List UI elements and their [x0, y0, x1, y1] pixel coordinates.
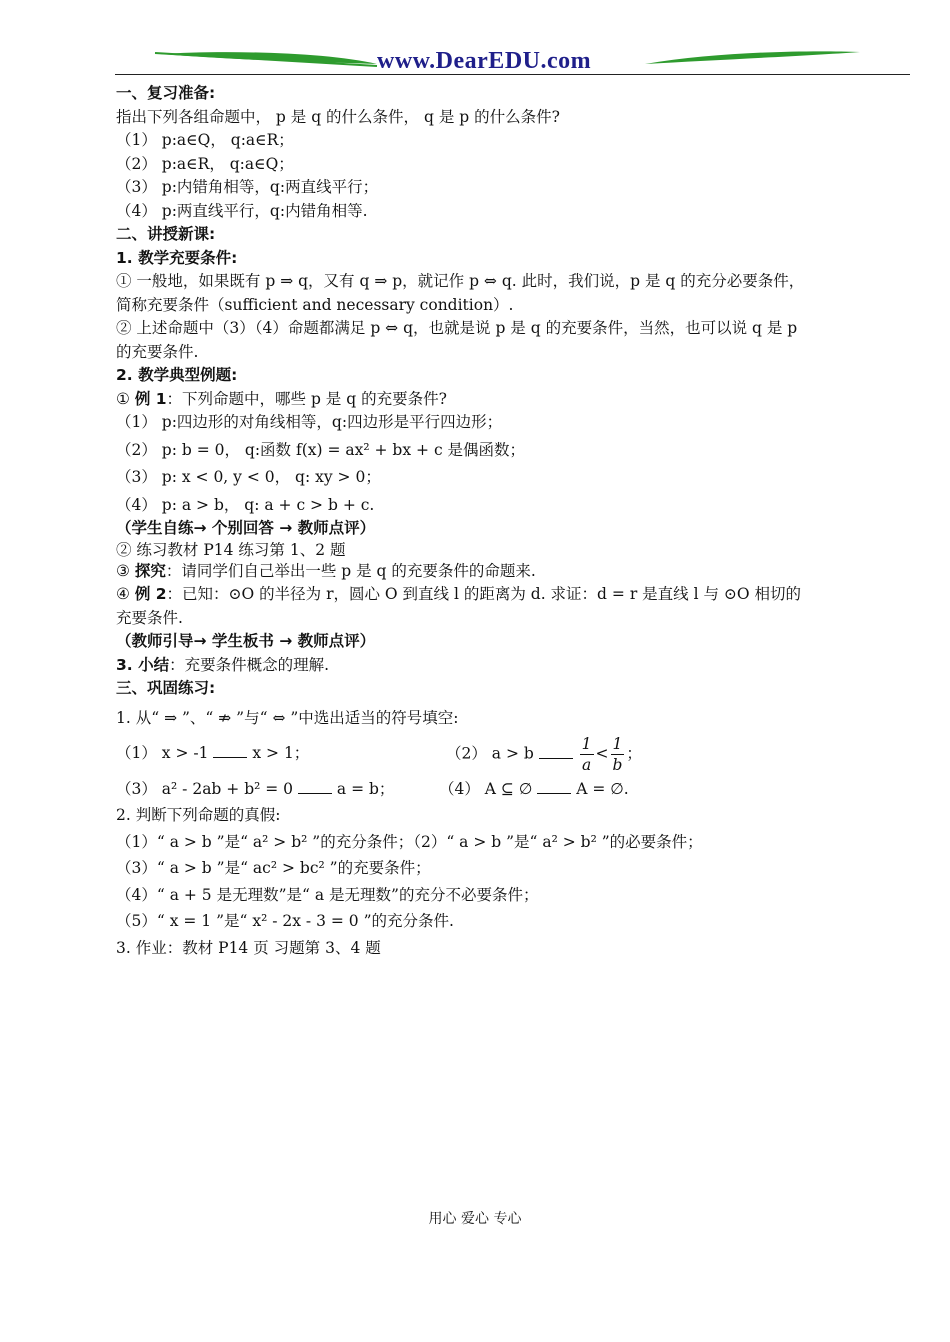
- flow-note-1: （学生自练→ 个别回答 → 教师点评）: [116, 519, 376, 537]
- definition-paragraph-2: ② 上述命题中（3）（4）命题都满足 p ⇔ q，也就是说 p 是 q 的充要条件，当然，也可以说 q 是 p: [116, 319, 798, 337]
- example-item: （2） p: b = 0， q:函数 f(x) = ax² + bx + c 是偶函数；: [116, 440, 526, 459]
- exercise-1-item-2: （2） a > b $\frac{1}{a}$ < $\frac{1}{b}$ ；: [446, 735, 642, 774]
- fraction: $\frac{1}{a}$: [581, 735, 592, 774]
- section-3-title: 三、巩固练习:: [116, 679, 216, 697]
- exercise-1-item-4: （4） A ⊆ ∅ A = ∅.: [439, 780, 629, 798]
- explore-text: ：请同学们自己举出一些 p 是 q 的充要条件的命题来.: [165, 561, 536, 580]
- fraction: $\frac{1}{b}$: [612, 735, 623, 774]
- ex1-label: 例 1: [134, 389, 167, 408]
- explore-prefix: ③: [116, 561, 135, 580]
- ex2-label: 例 2: [134, 585, 167, 603]
- review-item: （2） p:a∈R， q:a∈Q；: [116, 154, 294, 173]
- exercise-2-item: （5）“ x = 1 ”是“ x² - 2x - 3 = 0 ”的充分条件.: [116, 912, 454, 930]
- section-2-title: 二、讲授新课:: [116, 225, 216, 243]
- fill-blank[interactable]: [537, 779, 571, 794]
- definition-paragraph-1b: 简称充要条件（sufficient and necessary condition）.: [116, 295, 514, 314]
- homework-line: 3. 作业：教材 P14 页 习题第 3、4 题: [116, 938, 381, 957]
- fill-blank[interactable]: [539, 744, 573, 759]
- explore-line: [116, 560, 912, 584]
- example-1-heading: [116, 388, 912, 412]
- review-item: （3） p:内错角相等，q:两直线平行；: [116, 178, 379, 196]
- site-logo-text: www.DearEDU.com: [377, 48, 592, 74]
- explore-label: 探究: [134, 561, 166, 580]
- review-item: （1） p:a∈Q， q:a∈R；: [116, 131, 294, 149]
- section-1-intro: 指出下列各组命题中， p 是 q 的什么条件， q 是 p 的什么条件?: [116, 107, 560, 126]
- ex1-prefix: ①: [116, 389, 135, 408]
- header-rule: [115, 74, 910, 75]
- exercise-1-item-1: （1） x > -1 x > 1；: [116, 744, 310, 762]
- exercise-1-prompt: 1. 从“ ⇒ ”、“ ⇏ ”与“ ⇔ ”中选出适当的符号填空:: [116, 708, 459, 727]
- subsection-1-title: 1. 教学充要条件:: [116, 248, 238, 267]
- exercise-1-item-3: （3） a² - 2ab + b² = 0 a = b；: [116, 780, 395, 798]
- section-1-title: 一、复习准备:: [116, 84, 216, 102]
- practice-line: ② 练习教材 P14 练习第 1、2 题: [116, 540, 346, 559]
- page-footer: 用心 爱心 专心: [428, 1211, 522, 1227]
- example-item: （4） p: a > b， q: a + c > b + c.: [116, 495, 375, 514]
- document-body: [116, 82, 912, 960]
- summary-label: 3. 小结: [116, 655, 170, 674]
- ex2-text: ：已知：⊙O 的半径为 r，圆心 O 到直线 l 的距离为 d. 求证：d = r 是直线 l 与 ⊙O 相切的: [166, 585, 802, 603]
- page-header: [115, 44, 910, 76]
- summary-line: [116, 654, 912, 678]
- example-item: （1） p:四边形的对角线相等，q:四边形是平行四边形；: [116, 413, 503, 431]
- example-2-line-b: 充要条件.: [116, 608, 183, 627]
- fill-blank[interactable]: [298, 779, 332, 794]
- fill-blank[interactable]: [213, 743, 247, 758]
- subsection-2-title: 2. 教学典型例题:: [116, 366, 238, 384]
- exercise-2-item: （1）“ a > b ”是“ a² > b² ”的充分条件；（2）“ a > b ”是“ a² > b² ”的必要条件；: [116, 832, 703, 851]
- review-item: （4） p:两直线平行，q:内错角相等.: [116, 201, 368, 220]
- exercise-2-prompt: 2. 判断下列命题的真假:: [116, 806, 281, 824]
- exercise-1-row-1: [116, 734, 912, 774]
- definition-paragraph-2b: 的充要条件.: [116, 342, 199, 361]
- exercise-2-item: （3）“ a > b ”是“ ac² > bc² ”的充要条件；: [116, 859, 431, 877]
- example-item: （3） p: x < 0, y < 0， q: xy > 0；: [116, 468, 381, 486]
- exercise-1-row-2: [116, 774, 912, 804]
- summary-text: ：充要条件概念的理解.: [169, 655, 330, 674]
- example-2-line: [116, 583, 912, 607]
- ex2-prefix: ④: [116, 585, 135, 603]
- exercise-2-item: （4）“ a + 5 是无理数”是“ a 是无理数”的充分不必要条件；: [116, 885, 539, 904]
- flow-note-2: （教师引导→ 学生板书 → 教师点评）: [116, 632, 376, 650]
- definition-paragraph-1: ① 一般地，如果既有 p ⇒ q，又有 q ⇒ p，就记作 p ⇔ q. 此时，我们说，p 是 q 的充分必要条件，: [116, 272, 805, 290]
- ex1-text: ：下列命题中，哪些 p 是 q 的充要条件?: [166, 389, 447, 408]
